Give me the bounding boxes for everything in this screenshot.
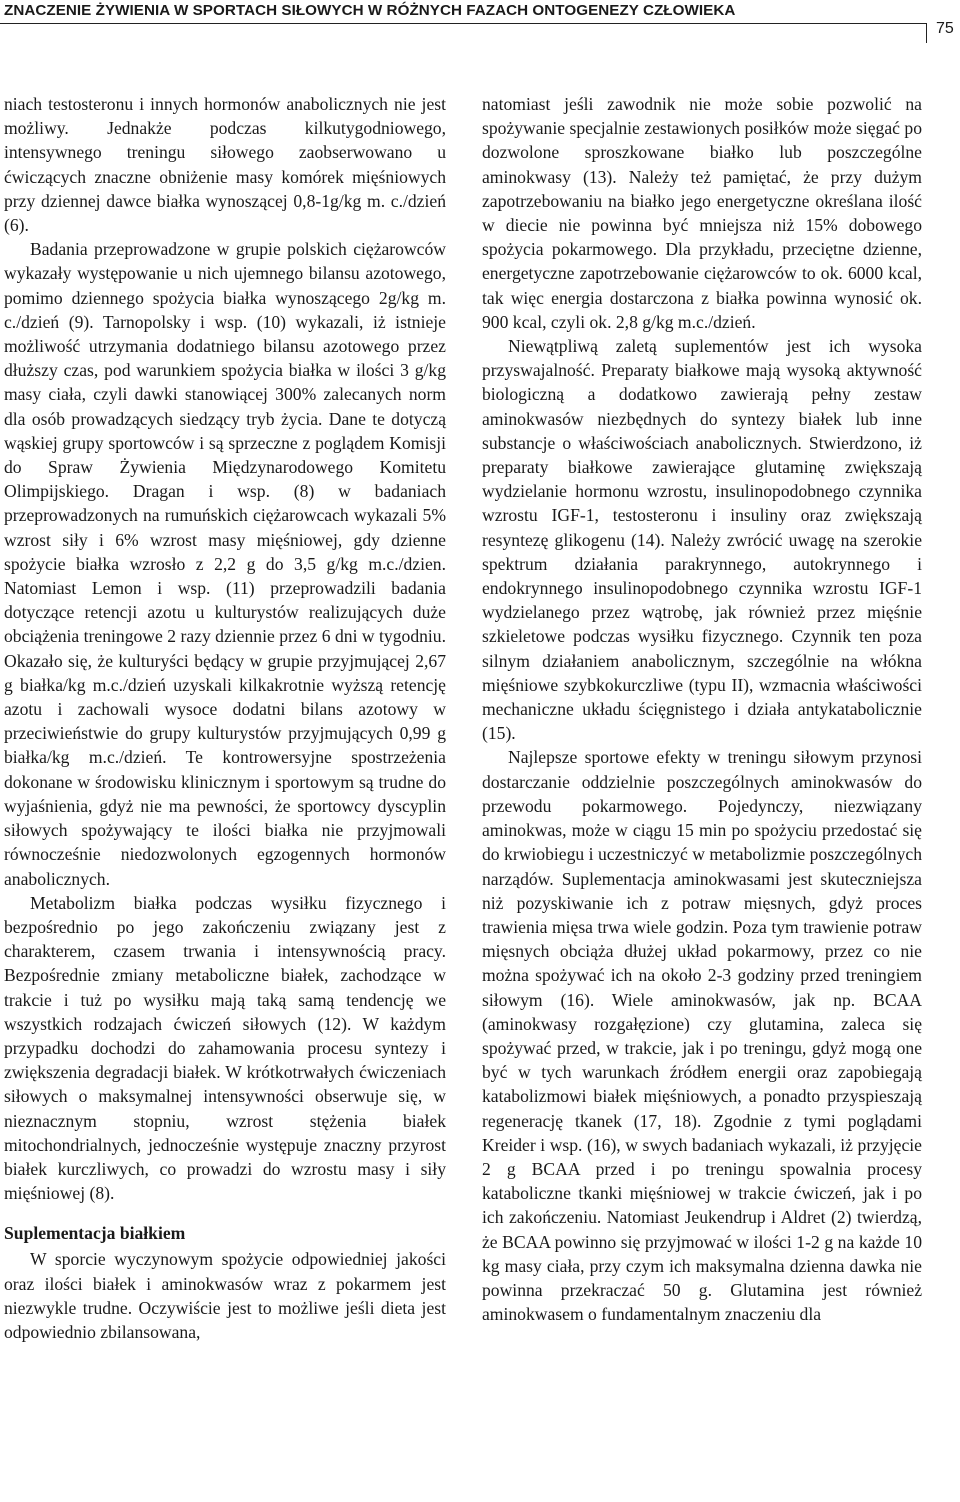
header-rule [0,23,926,24]
section-heading: Suplementacja białkiem [4,1223,186,1244]
paragraph: Najlepsze sportowe efekty w treningu siłowym przynosi dostarczanie oddzielnie poszczególnych aminokwasów do przewodu pokarmowego. Pojedynczy, niezwiązany aminokwas, może w ciągu 15 min po spożyciu przedostać się do krwiobiegu i uczestniczyć w metabolizmie poszczególnych narządów. Suplementacja aminokwasami jest skuteczniejsza niż pozyskiwanie ich z potraw mięsnych, gdyż proces trawienia mięsa trwa wiele godzin. Poza tym trawienie potraw mięsnych obciąża dłużej układ pokarmowy, przez co nie można spożywać ich na około 2-3 godziny przed treningiem siłowym (16). Wiele aminokwasów, jak np. BCAA (aminokwasy rozgałęzione) czy glutamina, zaleca się spożywać przed, w trakcie, jak i po treningu, gdyż mogą one być w tych warunkach źródłem energii oraz zapobiegają katabolizmowi białek mięśniowych, a ponadto przyspieszają regenerację tkanek (17, 18). Zgodnie z tymi poglądami Kreider i wsp. (16), w swych badaniach wykazali, iż przyjęcie 2 g BCAA przed i po treningu spowalnia procesy kataboliczne tkanki mięśniowej w trakcie ćwiczeń, jak i po ich zakończeniu. Natomiast Jeukendrup i Aldret (2) twierdzą, że BCAA powinno się przyjmować w ilości 1-2 g na każde 10 kg masy ciała, przy czym ich maksymalna dzienna dawka nie powinna przekraczać 50 g. Glutamina jest również aminokwasem o fundamentalnym znaczeniu dla [482,747,922,1325]
paragraph: natomiast jeśli zawodnik nie może sobie pozwolić na spożywanie specjalnie zestawionych posiłków może sięgać po dozwolone sproszkowane białko lub poszczególne aminokwasy (13). Należy też pamiętać, że przy dużym zapotrzebowaniu na białko jego energetyczne określana ilość w diecie nie powinna być mniejsza niż 15% dobowego spożycia pokarmowego. Dla przykładu, przeciętne dzienne, energetyczne zapotrzebowanie ciężarowców to ok. 6000 kcal, tak więc energia dostarczona z białka powinna wynosić ok. 900 kcal, czyli ok. 2,8 g/kg m.c./dzień. [482,94,922,332]
left-column [4,92,446,1344]
page-number: 75 [936,20,954,37]
running-title: ZNACZENIE ŻYWIENIA W SPORTACH SIŁOWYCH W RÓŻNYCH FAZACH ONTOGENEZY CZŁOWIEKA [4,2,736,19]
paragraph: Badania przeprowadzone w grupie polskich ciężarowców wykazały występowanie u nich ujemnego bilansu azotowego, pomimo dziennego spożycia białka wynoszącego 2g/kg m. c./dzień (9). Tarnopolsky i wsp. (10) wykazali, iż istnieje możliwość utrzymania dodatniego bilansu azotowego przez dłuższy czas, pod warunkiem spożycia białka w ilości 3 g/kg masy ciała, czyli dawki stanowiącej 300% zalecanych norm dla osób prowadzących siedzący tryb życia. Dane te dotyczą wąskiej grupy sportowców i są sprzeczne z poglądem Komisji do Spraw Żywienia Międzynarodowego Komitetu Olimpijskiego. Dragan i wsp. (8) w badaniach przeprowadzonych na rumuńskich ciężarowcach wykazali 5% wzrost siły i 6% wzrost masy mięśniowej, gdy dzienne spożycie białka wzrosło z 2,2 g do 3,5 g/kg m.c./dzien. Natomiast Lemon i wsp. (11) przeprowadzili badania dotyczące retencji azotu u kulturystów realizujących duże obciążenia treningowe 2 razy dziennie przez 6 dni w tygodniu. Okazało się, że kulturyści będący w grupie przyjmującej 2,67 g białka/kg m.c./dzień uzyskali kilkakrotnie wyższą retencję azotu i zachowali wysoce dodatni bilans azotowy w przeciwieństwie do grupy kulturystów przyjmujących 0,99 g białka/kg m.c./dzień. Te kontrowersyjne spostrzeżenia dokonane w środowisku klinicznym i sportowym są trudne do wyjaśnienia, gdyż nie ma pewności, że sportowcy dyscyplin siłowych spożywający te ilości białka nie przyjmowali równocześnie niedozwolonych egzogennych hormonów anabolicznych. [4,239,446,889]
right-column [482,92,922,1326]
paragraph: Niewątpliwą zaletą suplementów jest ich wysoka przyswajalność. Preparaty białkowe mają wysoką aktywność biologiczną a dodatkowo zawierają pełny zestaw aminokwasów niezbędnych do syntezy białek lub inne substancje o właściwościach anabolicznych. Stwierdzono, iż preparaty białkowe zawierające glutaminę zwiększają wydzielanie hormonu wzrostu, insulinopodobnego czynnika wzrostu IGF-1, testosteronu i insuliny oraz zwiększają resyntezę glikogenu (14). Należy zwrócić uwagę na szerokie spektrum działania parakrynnego, autokrynnego i endokrynnego insulinopodobnego czynnika wzrostu IGF-1 wydzielanego przez wątrobę, jak również przez mięśnie szkieletowe podczas wysiłku fizycznego. Czynnik ten poza silnym działaniem anabolicznym, szczególnie na włókna mięśniowe szybkokurczliwe (typu II), wzmacnia właściwości mechaniczne układu ścięgnistego i działa antykatabolicznie (15). [482,336,922,744]
paragraph: W sporcie wyczynowym spożycie odpowiedniej jakości oraz ilości białek i aminokwasów wraz z pokarmem jest niezwykle trudne. Oczywiście jest to możliwe jeśli dieta jest odpowiednio zbilansowana, [4,1249,446,1342]
page-header [0,0,960,46]
page-number-divider [926,23,927,43]
paragraph: niach testosteronu i innych hormonów anabolicznych nie jest możliwy. Jednakże podczas kilkutygodniowego, intensywnego treningu siłowego zaobserwowano u ćwiczących znaczne obniżenie masy komórek mięśniowych przy dziennej dawce białka wynoszącej 0,8-1g/kg m. c./dzień (6). [4,94,446,236]
paragraph: Metabolizm białka podczas wysiłku fizycznego i bezpośrednio po jego zakończeniu związany jest z charakterem, czasem trwania i intensywnością pracy. Bezpośrednie zmiany metaboliczne białek, zachodzące w trakcie i tuż po wysiłku mają taką samą tendencję we wszystkich rodzajach ćwiczeń siłowych (12). W każdym przypadku dochodzi do zahamowania procesu syntezy i zwiększenia degradacji białek. W krótkotrwałych ćwiczeniach siłowych o maksymalnej intensywności obserwuje się, w nieznacznym stopniu, wzrost stężenia białek mitochondrialnych, jednocześnie występuje znaczny przyrost białek kurczliwych, co prowadzi do wzrostu masy i siły mięśniowej (8). [4,892,446,1204]
